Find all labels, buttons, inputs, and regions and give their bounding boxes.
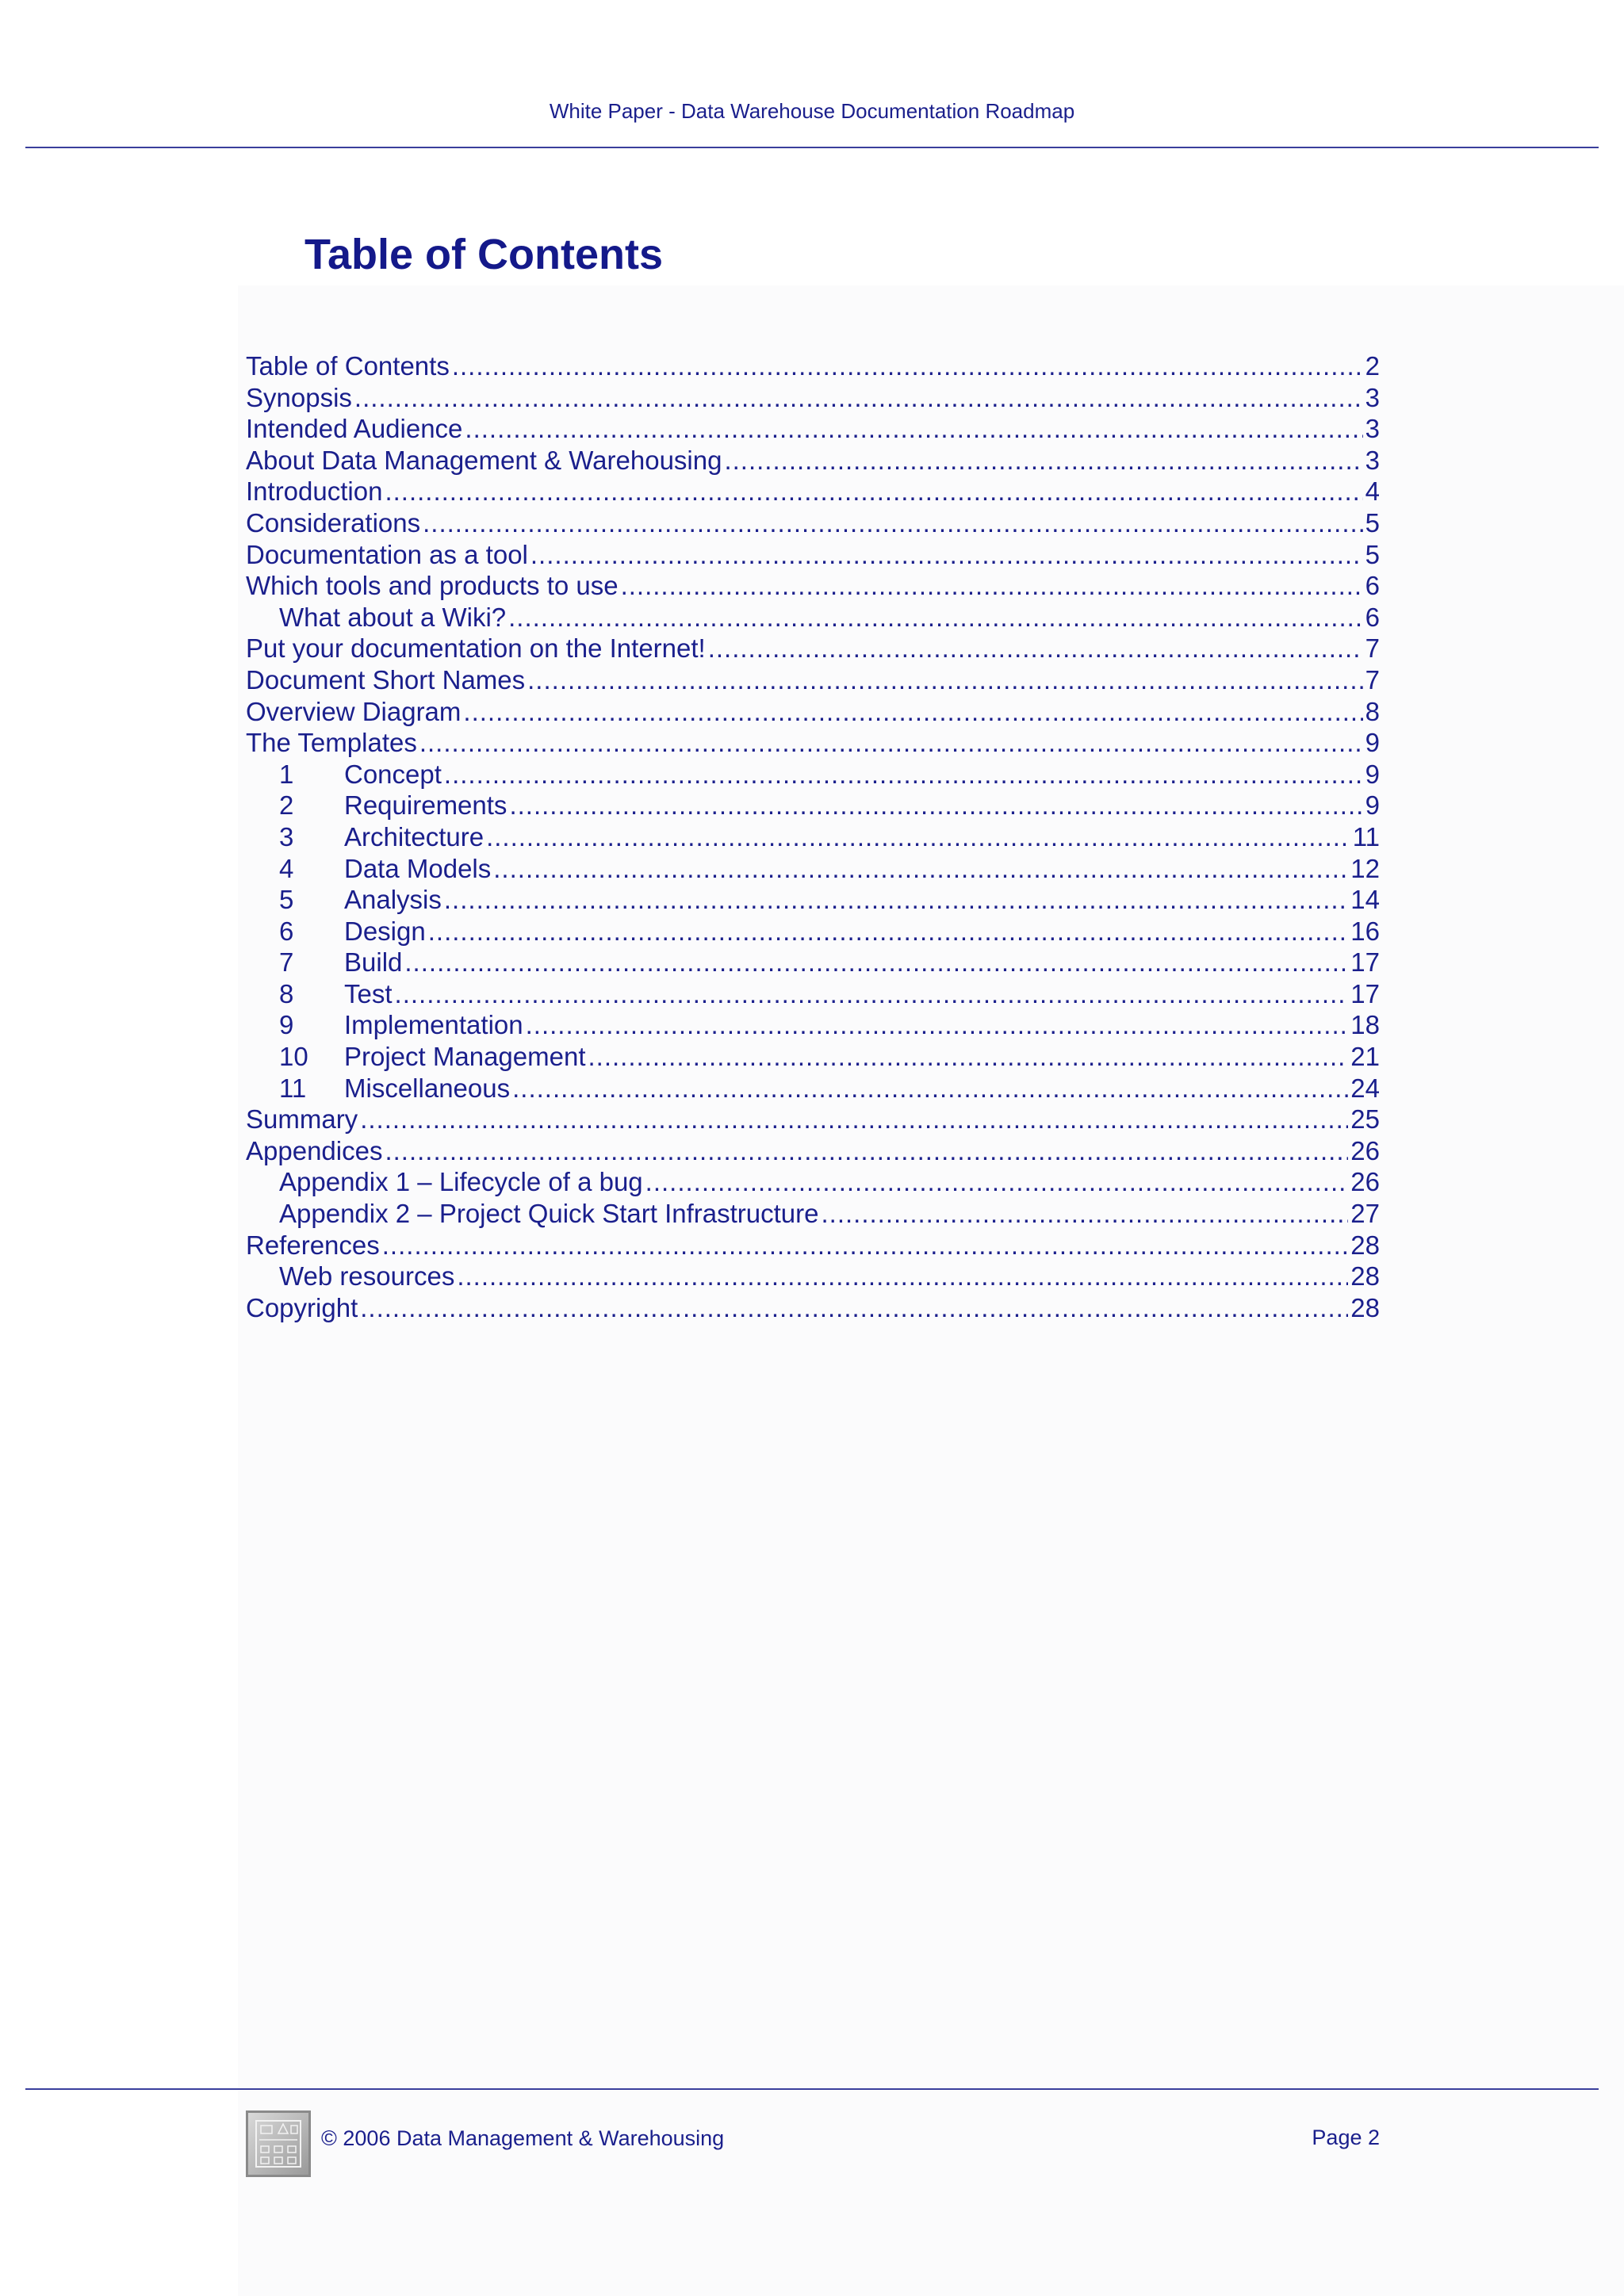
toc-item — [246, 570, 1380, 602]
toc-entry-link[interactable] — [246, 1104, 1380, 1135]
toc-item — [246, 476, 1380, 507]
toc-entry-label: The Templates — [246, 728, 417, 758]
toc-entry-label: Test — [344, 978, 393, 1008]
toc-entry-link[interactable] — [246, 507, 1380, 539]
toc-dot-leader — [385, 1135, 1348, 1167]
toc-entry-link[interactable] — [246, 664, 1380, 696]
toc-entry-label: Overview Diagram — [246, 696, 462, 726]
toc-entry-number: 9 — [279, 1010, 294, 1040]
toc-item — [246, 1198, 1380, 1230]
toc-entry-link[interactable] — [246, 539, 1380, 571]
toc-entry-page: 6 — [1365, 571, 1380, 601]
toc-entry-number: 5 — [279, 885, 294, 915]
company-logo-icon — [246, 2110, 311, 2177]
toc-entry-page: 28 — [1350, 1261, 1380, 1292]
toc-entry-link[interactable] — [246, 350, 1380, 382]
toc-entry-page: 11 — [1352, 821, 1380, 851]
toc-dot-leader — [452, 350, 1363, 382]
toc-entry-page: 12 — [1350, 853, 1380, 883]
toc-dot-leader — [463, 696, 1362, 728]
toc-dot-leader — [457, 1261, 1348, 1292]
toc-entry-link[interactable] — [246, 602, 1380, 633]
toc-dot-leader — [360, 1104, 1348, 1135]
toc-item — [246, 445, 1380, 476]
running-header: White Paper - Data Warehouse Documentation Roadmap — [549, 99, 1075, 123]
toc-entry-page: 5 — [1365, 539, 1380, 569]
toc-entry-link[interactable] — [246, 1198, 1380, 1230]
footer-page-number: Page 2 — [1312, 2126, 1380, 2149]
toc-dot-leader — [588, 1041, 1349, 1073]
toc-item — [246, 1009, 1380, 1041]
toc-entry-label: Documentation as a tool — [246, 539, 528, 569]
toc-entry-page: 9 — [1365, 728, 1380, 758]
toc-entry-link[interactable] — [246, 1009, 1380, 1041]
toc-entry-number: 11 — [279, 1073, 307, 1103]
toc-entry-number: 6 — [279, 916, 294, 946]
toc-entry-page: 2 — [1365, 351, 1380, 381]
toc-item — [246, 350, 1380, 382]
toc-item — [246, 1261, 1380, 1292]
toc-entry-label: Appendix 2 – Project Quick Start Infrastructure — [279, 1199, 819, 1229]
toc-item — [246, 978, 1380, 1010]
header-rule — [25, 147, 1599, 148]
toc-entry-link[interactable] — [246, 1073, 1380, 1104]
toc-entry-page: 8 — [1365, 696, 1380, 726]
toc-item — [246, 1230, 1380, 1261]
footer-rule — [25, 2088, 1599, 2090]
toc-dot-leader — [493, 853, 1348, 885]
toc-item — [246, 413, 1380, 445]
toc-entry-page: 16 — [1350, 916, 1380, 946]
toc-entry-page: 9 — [1365, 790, 1380, 821]
toc-entry-page: 28 — [1350, 1292, 1380, 1322]
toc-dot-leader — [428, 916, 1349, 947]
toc-item — [246, 1041, 1380, 1073]
toc-dot-leader — [395, 978, 1349, 1010]
toc-entry-label: Which tools and products to use — [246, 571, 619, 601]
toc-entry-link[interactable] — [246, 916, 1380, 947]
toc-entry-number: 1 — [279, 759, 294, 789]
toc-dot-leader — [508, 602, 1363, 633]
toc-dot-leader — [486, 821, 1350, 853]
toc-entry-link[interactable] — [246, 1292, 1380, 1324]
toc-entry-link[interactable] — [246, 1261, 1380, 1292]
toc-item — [246, 1166, 1380, 1198]
toc-item — [246, 507, 1380, 539]
toc-entry-label: Build — [344, 947, 403, 978]
toc-entry-label: Synopsis — [246, 382, 352, 412]
toc-item — [246, 602, 1380, 633]
toc-entry-page: 28 — [1350, 1230, 1380, 1260]
toc-entry-link[interactable] — [246, 790, 1380, 821]
toc-entry-link[interactable] — [246, 570, 1380, 602]
toc-dot-leader — [444, 759, 1363, 790]
toc-entry-page: 18 — [1350, 1010, 1380, 1040]
toc-entry-label: Put your documentation on the Internet! — [246, 633, 706, 664]
toc-dot-leader — [423, 507, 1363, 539]
toc-entry-label: Copyright — [246, 1292, 358, 1322]
toc-entry-label: What about a Wiki? — [279, 602, 507, 632]
toc-entry-number: 7 — [279, 947, 294, 978]
toc-entry-label: Requirements — [344, 790, 508, 821]
page-title: Table of Contents — [304, 231, 663, 278]
toc-item — [246, 382, 1380, 414]
toc-dot-leader — [360, 1292, 1348, 1324]
toc-item — [246, 539, 1380, 571]
toc-entry-label: Web resources — [279, 1261, 455, 1292]
toc-item — [246, 947, 1380, 978]
toc-entry-label: Implementation — [344, 1010, 523, 1040]
toc-dot-leader — [512, 1073, 1348, 1104]
toc-entry-page: 7 — [1365, 664, 1380, 695]
toc-entry-label: About Data Management & Warehousing — [246, 445, 722, 475]
toc-dot-leader — [530, 539, 1363, 571]
toc-entry-page: 3 — [1365, 414, 1380, 444]
toc-entry-label: Architecture — [344, 821, 485, 851]
toc-entry-link[interactable] — [246, 759, 1380, 790]
toc-entry-page: 24 — [1350, 1073, 1380, 1103]
toc-dot-leader — [354, 382, 1363, 414]
toc-entry-label: Considerations — [246, 507, 421, 538]
toc-entry-label: Summary — [246, 1104, 358, 1135]
toc-entry-page: 14 — [1350, 885, 1380, 915]
toc-entry-label: Data Models — [344, 853, 492, 883]
toc-item — [246, 633, 1380, 664]
toc-entry-number: 3 — [279, 821, 294, 851]
toc-entry-link[interactable] — [246, 821, 1380, 853]
toc-item — [246, 1073, 1380, 1104]
toc-entry-number: 4 — [279, 853, 294, 883]
toc-entry-page: 3 — [1365, 382, 1380, 412]
toc-dot-leader — [821, 1198, 1348, 1230]
toc-entry-page: 17 — [1350, 978, 1380, 1008]
toc-dot-leader — [645, 1166, 1349, 1198]
toc-entry-label: Analysis — [344, 885, 442, 915]
toc-item — [246, 853, 1380, 885]
toc-entry-link[interactable] — [246, 978, 1380, 1010]
toc-dot-leader — [444, 884, 1348, 916]
toc-dot-leader — [526, 1009, 1349, 1041]
toc-entry-page: 17 — [1350, 947, 1380, 978]
toc-entry-link[interactable] — [246, 884, 1380, 916]
toc-entry-page: 5 — [1365, 507, 1380, 538]
toc-dot-leader — [382, 1230, 1349, 1261]
toc-entry-label: Design — [344, 916, 426, 946]
toc-entry-label: Introduction — [246, 476, 383, 507]
toc-entry-number: 2 — [279, 790, 294, 821]
toc-dot-leader — [419, 727, 1363, 759]
toc-entry-label: Table of Contents — [246, 351, 450, 381]
toc-entry-label: Intended Audience — [246, 414, 463, 444]
toc-entry-page: 9 — [1365, 759, 1380, 789]
toc-dot-leader — [385, 476, 1362, 507]
toc-entry-link[interactable] — [246, 413, 1380, 445]
toc-entry-label: Appendices — [246, 1135, 383, 1165]
footer-copyright: © 2006 Data Management & Warehousing — [321, 2126, 725, 2150]
toc-entry-link[interactable] — [246, 476, 1380, 507]
toc-entry-link[interactable] — [246, 1230, 1380, 1261]
toc-entry-link[interactable] — [246, 947, 1380, 978]
toc-entry-page: 21 — [1350, 1042, 1380, 1072]
toc-entry-link[interactable] — [246, 696, 1380, 728]
toc-item — [246, 1104, 1380, 1135]
toc-entry-link[interactable] — [246, 853, 1380, 885]
toc-entry-label: Project Management — [344, 1042, 586, 1072]
toc-entry-page: 26 — [1350, 1167, 1380, 1197]
toc-entry-link[interactable] — [246, 1041, 1380, 1073]
toc-entry-label: Concept — [344, 759, 442, 789]
toc-entry-number: 8 — [279, 978, 294, 1008]
toc-entry-link[interactable] — [246, 727, 1380, 759]
toc-item — [246, 727, 1380, 759]
toc-item — [246, 1135, 1380, 1167]
toc-dot-leader — [465, 413, 1362, 445]
toc-entry-label: Appendix 1 – Lifecycle of a bug — [279, 1167, 643, 1197]
toc-entry-link[interactable] — [246, 382, 1380, 414]
toc-dot-leader — [527, 664, 1363, 696]
toc-item — [246, 1292, 1380, 1324]
toc-entry-page: 7 — [1365, 633, 1380, 664]
toc-entry-page: 3 — [1365, 445, 1380, 475]
toc-entry-page: 27 — [1350, 1199, 1380, 1229]
toc-dot-leader — [724, 445, 1362, 476]
toc-entry-link[interactable] — [246, 445, 1380, 476]
toc-entry-link[interactable] — [246, 1135, 1380, 1167]
toc-item — [246, 664, 1380, 696]
toc-entry-label: Document Short Names — [246, 664, 526, 695]
toc-entry-number: 10 — [279, 1042, 308, 1072]
toc-entry-page: 4 — [1365, 476, 1380, 507]
toc-item — [246, 916, 1380, 947]
toc-item — [246, 884, 1380, 916]
toc-dot-leader — [509, 790, 1362, 821]
toc-dot-leader — [404, 947, 1348, 978]
toc-dot-leader — [621, 570, 1363, 602]
toc-item — [246, 821, 1380, 853]
toc-entry-page: 26 — [1350, 1135, 1380, 1165]
toc-entry-link[interactable] — [246, 633, 1380, 664]
toc-entry-page: 6 — [1365, 602, 1380, 632]
toc-entry-label: Miscellaneous — [344, 1073, 511, 1103]
toc-entry-page: 25 — [1350, 1104, 1380, 1135]
toc-dot-leader — [708, 633, 1363, 664]
toc-entry-label: References — [246, 1230, 380, 1260]
toc-item — [246, 759, 1380, 790]
table-of-contents — [246, 350, 1380, 1323]
toc-item — [246, 696, 1380, 728]
toc-entry-link[interactable] — [246, 1166, 1380, 1198]
toc-item — [246, 790, 1380, 821]
